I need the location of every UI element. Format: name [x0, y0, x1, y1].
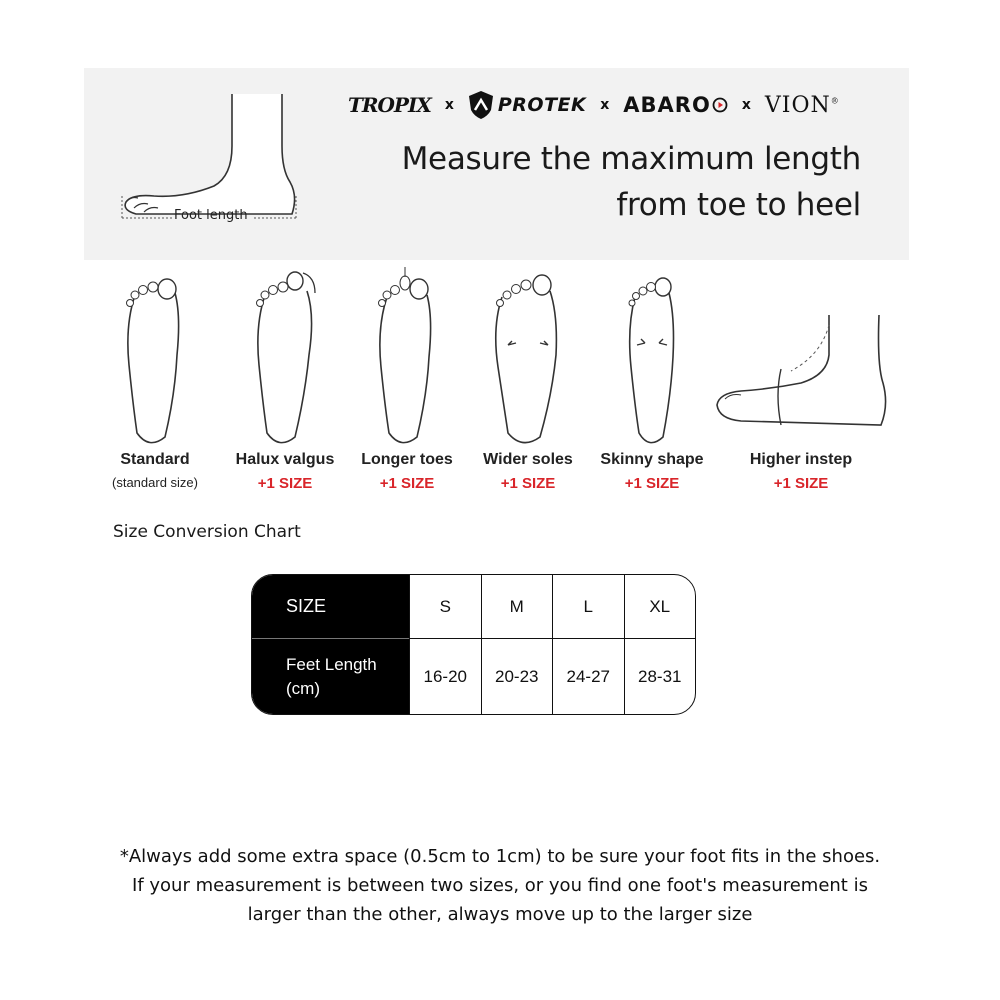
foot-type-name: Skinny shape	[600, 451, 704, 468]
foot-type-name: Higher instep	[749, 451, 853, 468]
size-row-header: SIZE	[252, 575, 409, 639]
vion-logo: VION®	[764, 92, 840, 118]
foot-type-higher-instep	[706, 265, 896, 492]
footnote-line-2: If your measurement is between two sizes, or you find one foot's measurement is	[132, 875, 868, 896]
sizing-footnote	[60, 842, 940, 929]
foot-type-name: Halux valgus	[235, 451, 335, 468]
foot-side-view-illustration	[114, 86, 314, 226]
protek-label: PROTEK	[497, 94, 587, 116]
foot-type-name: Longer toes	[361, 451, 453, 468]
foot-type-note: +1 SIZE	[379, 475, 435, 492]
foot-type-note: +1 SIZE	[773, 475, 829, 492]
brand-separator: x	[600, 97, 610, 113]
size-conversion-table	[251, 574, 696, 715]
foot-types-row	[100, 265, 900, 515]
foot-type-wider-soles	[473, 265, 583, 492]
brand-logos	[348, 90, 840, 120]
foot-length-label: Foot length	[174, 208, 248, 223]
foot-longer-toes-icon	[367, 265, 447, 445]
size-cell: S	[409, 575, 481, 639]
length-cell: 20-23	[481, 639, 553, 714]
abaro-label: ABARO	[623, 93, 711, 117]
length-cell: 24-27	[552, 639, 624, 714]
foot-type-name: Standard	[120, 451, 190, 468]
foot-type-longer-toes	[352, 265, 462, 492]
tropix-logo: TROPIX	[348, 93, 431, 117]
vion-label: VION	[764, 92, 831, 118]
size-conversion-title: Size Conversion Chart	[113, 522, 301, 542]
foot-type-note: +1 SIZE	[257, 475, 313, 492]
length-cell: 16-20	[409, 639, 481, 714]
headline	[402, 136, 861, 228]
foot-type-name: Wider soles	[483, 451, 573, 468]
headline-line-2: from toe to heel	[616, 187, 861, 223]
feet-length-header-line-1: Feet Length	[286, 654, 377, 674]
feet-length-row-header	[252, 639, 409, 714]
foot-type-note: (standard size)	[112, 475, 198, 490]
measure-banner	[84, 68, 909, 260]
foot-type-note: +1 SIZE	[500, 475, 556, 492]
foot-type-standard	[100, 265, 210, 490]
foot-wider-soles-icon	[486, 265, 570, 445]
size-cell: XL	[624, 575, 696, 639]
size-cell: M	[481, 575, 553, 639]
headline-line-1: Measure the maximum length	[401, 141, 861, 177]
foot-higher-instep-icon	[711, 265, 891, 445]
footnote-line-3: larger than the other, always move up to the larger size	[247, 904, 753, 925]
footnote-line-1: *Always add some extra space (0.5cm to 1cm) to be sure your foot fits in the shoes.	[119, 846, 881, 867]
abaro-logo	[623, 93, 728, 117]
size-cell: L	[552, 575, 624, 639]
brand-separator: x	[741, 97, 751, 113]
play-circle-icon	[712, 97, 728, 113]
foot-skinny-shape-icon	[617, 265, 687, 445]
foot-type-halux-valgus	[225, 265, 345, 492]
foot-halux-icon	[245, 265, 325, 445]
foot-standard-icon	[115, 265, 195, 445]
foot-type-note: +1 SIZE	[624, 475, 680, 492]
length-cell: 28-31	[624, 639, 696, 714]
protek-logo	[468, 90, 586, 120]
foot-type-skinny-shape	[592, 265, 712, 492]
shield-icon	[468, 90, 494, 120]
feet-length-header-line-2: (cm)	[286, 678, 320, 698]
brand-separator: x	[444, 97, 454, 113]
